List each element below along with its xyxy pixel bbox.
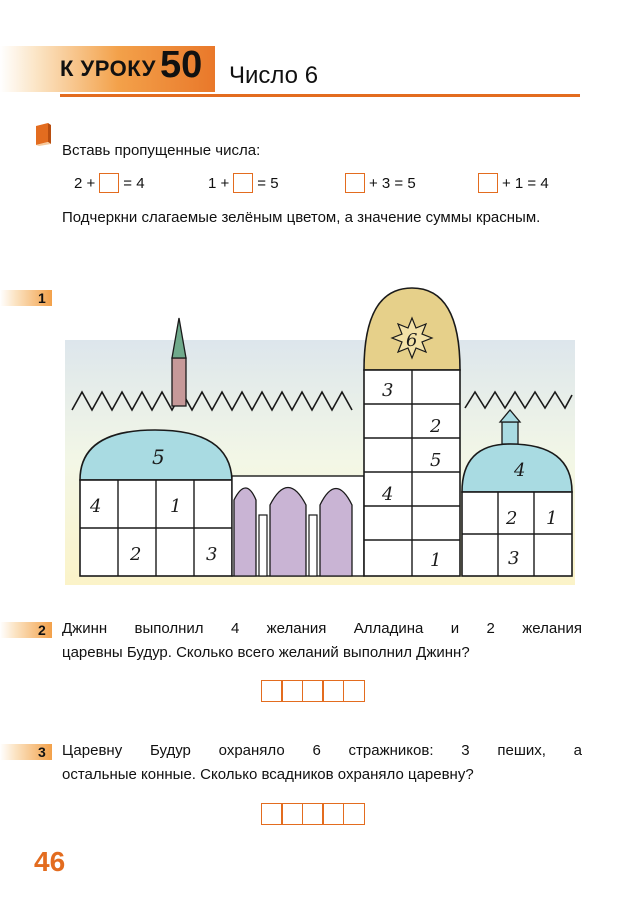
answer-cell[interactable] <box>261 680 283 702</box>
tower-top-number: 6 <box>406 330 418 351</box>
equation-3-blank[interactable] <box>345 173 365 193</box>
task3-text-line1: Царевну Будур охраняло 6 стражников: 3 пеших, а <box>62 742 582 759</box>
answer-cell[interactable] <box>281 803 303 825</box>
equation-2-right: = 5 <box>257 174 279 192</box>
equation-2-blank[interactable] <box>233 173 253 193</box>
task2-answer-box[interactable] <box>262 680 365 702</box>
book-icon <box>34 122 52 146</box>
task3-answer-box[interactable] <box>262 803 365 825</box>
left-cell-1: 4 <box>90 496 102 517</box>
lesson-label: К УРОКУ <box>60 56 156 81</box>
task3-number: 3 <box>38 744 46 760</box>
task2-number: 2 <box>38 622 46 638</box>
left-cell-5: 2 <box>130 544 142 565</box>
minaret <box>172 318 186 406</box>
equation-2-left: 1 + <box>208 174 230 192</box>
header-divider <box>60 94 580 97</box>
castle-illustration <box>60 280 580 590</box>
answer-cell[interactable] <box>322 803 344 825</box>
equation-1-blank[interactable] <box>99 173 119 193</box>
left-cell-3: 1 <box>170 496 182 517</box>
answer-cell[interactable] <box>281 680 303 702</box>
lesson-number: 50 <box>160 44 203 86</box>
tower-cell-9: 1 <box>430 550 442 571</box>
equation-3 <box>345 173 416 193</box>
answer-cell[interactable] <box>322 680 344 702</box>
right-cell-2: 2 <box>506 508 518 529</box>
equation-4 <box>478 173 549 193</box>
task2-text-line2: царевны Будур. Сколько всего желаний выполнил Джинн? <box>62 644 470 661</box>
task0-note: Подчеркни слагаемые зелёным цветом, а значение суммы красным. <box>62 209 541 226</box>
equation-1 <box>74 173 145 193</box>
tower-cell-7: 4 <box>382 484 394 505</box>
task0-instruction: Вставь пропущенные числа: <box>62 142 261 159</box>
left-dome-number: 5 <box>152 445 165 469</box>
tower-cell-3: 2 <box>430 416 442 437</box>
equation-4-blank[interactable] <box>478 173 498 193</box>
answer-cell[interactable] <box>302 680 324 702</box>
answer-cell[interactable] <box>261 803 283 825</box>
arcade <box>232 476 364 576</box>
right-cell-3: 1 <box>546 508 558 529</box>
equation-1-right: = 4 <box>123 174 145 192</box>
left-cell-6: 3 <box>206 544 218 565</box>
answer-cell[interactable] <box>302 803 324 825</box>
page-title: Число 6 <box>229 62 319 89</box>
task3-text-line2: остальные конные. Сколько всадников охраняло царевну? <box>62 766 474 783</box>
task1-number: 1 <box>38 290 46 306</box>
equation-2 <box>208 173 279 193</box>
answer-cell[interactable] <box>343 803 365 825</box>
page-number: 46 <box>34 846 66 877</box>
equation-1-left: 2 + <box>74 174 96 192</box>
equation-4-right: + 1 = 4 <box>502 174 549 192</box>
task2-text-line1: Джинн выполнил 4 желания Алладина и 2 желания <box>62 620 582 637</box>
tower-cell-1: 3 <box>382 380 394 401</box>
equation-3-right: + 3 = 5 <box>369 174 416 192</box>
right-cell-5: 3 <box>508 548 520 569</box>
right-dome-number: 4 <box>514 460 526 481</box>
answer-cell[interactable] <box>343 680 365 702</box>
tower-cell-5: 5 <box>430 450 442 471</box>
